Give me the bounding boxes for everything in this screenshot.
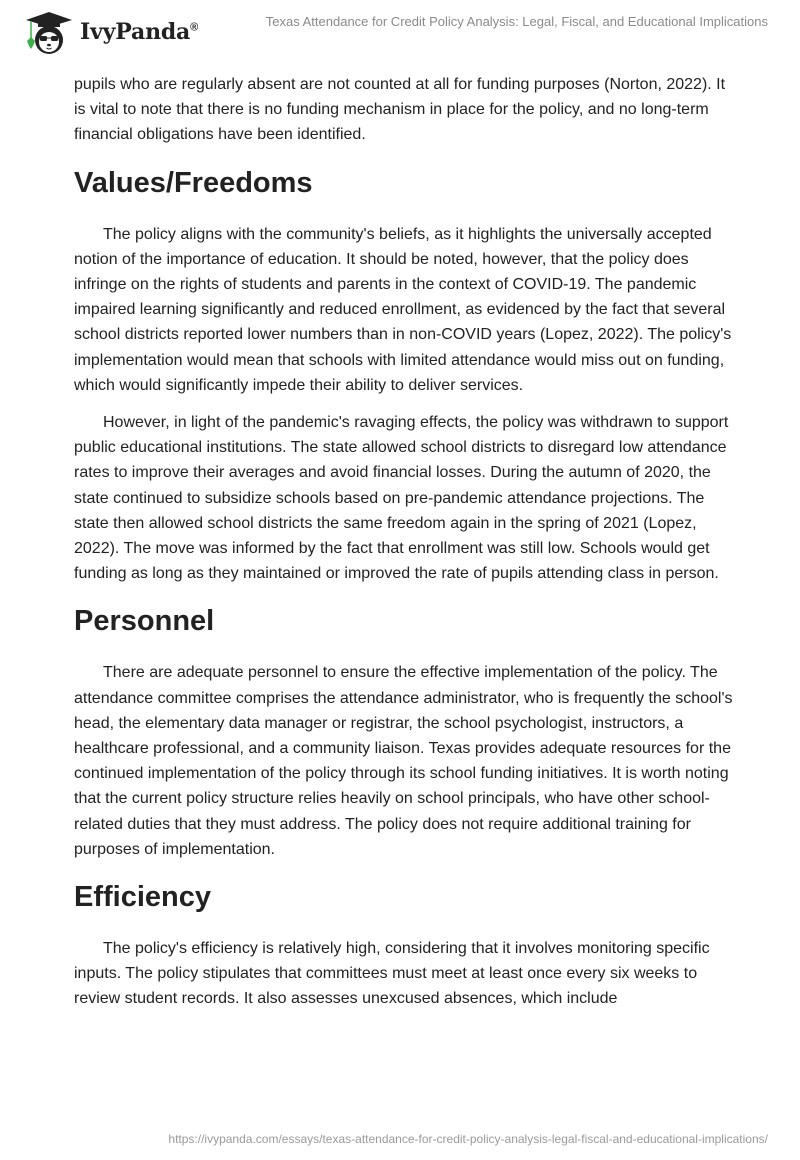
source-url[interactable]: https://ivypanda.com/essays/texas-attendance-for-credit-policy-analysis-legal-fiscal-and-educational-implications/ (168, 1132, 768, 1146)
intro-paragraph: pupils who are regularly absent are not counted at all for funding purposes (Norton, 2022). It is vital to note that there is no funding mechanism in place for the policy, and no long-term financial obligations have been identified. (74, 76, 726, 144)
personnel-paragraph: There are adequate personnel to ensure the effective implementation of the policy. The attendance committee comprises the attendance administrator, who is frequently the school's head, the elementary data manager or registrar, the school psychologist, instructors, a healthcare professional, and a community liaison. Texas provides adequate resources for the continued implementation of the policy through its school funding initiatives. It is worth noting that the current policy structure relies heavily on school principals, who have other school-related duties that they must address. The policy does not require additional training for purposes of implementation. (74, 664, 733, 858)
efficiency-paragraph: The policy's efficiency is relatively high, considering that it involves monitoring specific inputs. The policy stipulates that committees must meet at least once every six weeks to review student records. It also assesses unexcused absences, which include (74, 940, 710, 1008)
logo-wordmark: IvyPanda® (80, 19, 199, 45)
panda-graduate-icon (18, 8, 76, 56)
essay-content (74, 72, 734, 1024)
values-paragraph-1: The policy aligns with the community's beliefs, as it highlights the universally accepted notion of the importance of education. It should be noted, however, that the policy does infringe on the rights of students and parents in the context of COVID-19. The pandemic impaired learning significantly and reduced enrollment, as evidenced by the fact that several school districts reported lower numbers than in non-COVID years (Lopez, 2022). The policy's implementation would mean that schools with limited attendance would miss out on funding, which would significantly impede their ability to deliver services. (74, 225, 732, 394)
section-heading-personnel: Personnel (74, 605, 215, 638)
section-heading-values-freedoms: Values/Freedoms (74, 166, 313, 199)
ivypanda-logo[interactable] (18, 8, 198, 56)
document-title: Texas Attendance for Credit Policy Analysis: Legal, Fiscal, and Educational Implications (265, 14, 768, 29)
values-paragraph-2: However, in light of the pandemic's ravaging effects, the policy was withdrawn to support public educational institutions. The state allowed school districts to disregard low attendance rates to improve their averages and avoid financial losses. During the autumn of 2020, the state continued to subsidize schools based on pre-pandemic attendance projections. The state then allowed school districts the same freedom again in the spring of 2021 (Lopez, 2022). The move was informed by the fact that enrollment was still low. Schools would get funding as long as they maintained or improved the rate of pupils attending class in person. (74, 414, 729, 583)
section-heading-efficiency: Efficiency (74, 881, 211, 914)
page-header (0, 0, 800, 62)
